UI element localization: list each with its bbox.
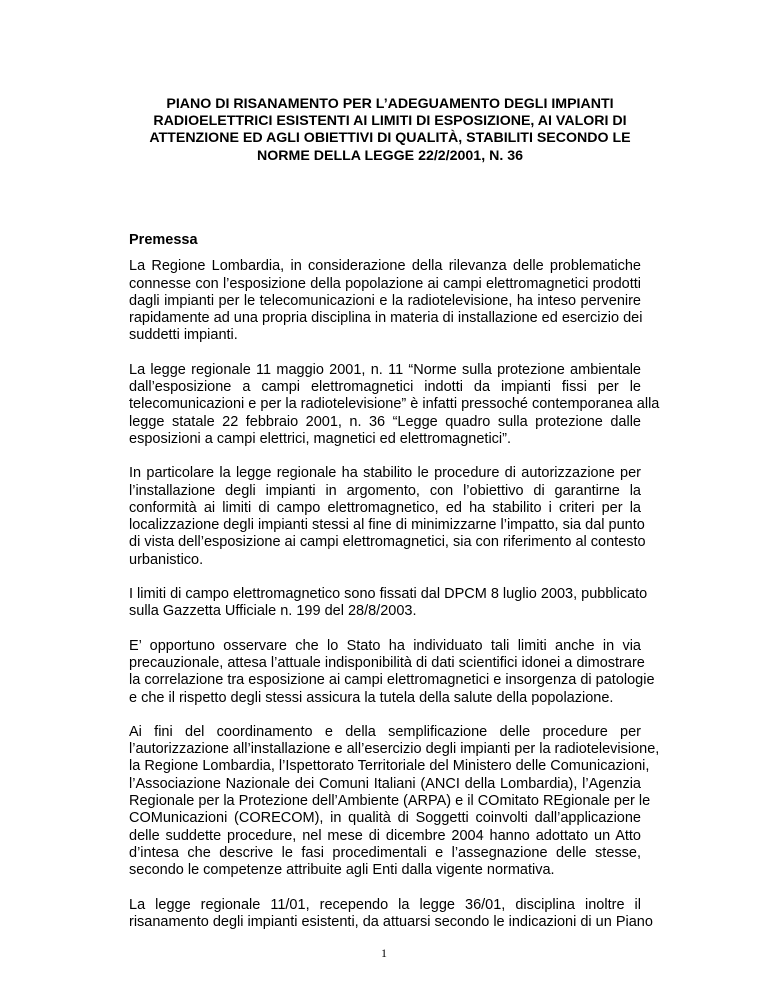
paragraph-6 (129, 723, 660, 880)
paragraph-5 (129, 637, 655, 707)
text-line: secondo le competenze attribuite agli Enti dalla vigente normativa. (129, 862, 555, 879)
text-line: COMunicazioni (CORECOM), in qualità di Soggetti coinvolti dall’applicazione (129, 810, 641, 827)
title-line: ATTENZIONE ED AGLI OBIETTIVI DI QUALITÀ, STABILITI SECONDO LE (149, 130, 631, 147)
text-line: localizzazione degli impianti stessi al fine di minimizzarne l’impatto, sia dal punto (129, 517, 645, 534)
text-line: urbanistico. (129, 551, 204, 568)
title-line: NORME DELLA LEGGE 22/2/2001, N. 36 (257, 147, 523, 164)
paragraph-1 (129, 258, 641, 344)
text-line: la Regione Lombardia, l’Ispettorato Territoriale del Ministero delle Comunicazioni, (129, 758, 650, 775)
title-line: RADIOELETTRICI ESISTENTI AI LIMITI DI ESPOSIZIONE, AI VALORI DI (153, 113, 627, 130)
text-line: legge statale 22 febbraio 2001, n. 36 “Legge quadro sulla protezione dalle (129, 413, 641, 430)
text-line: telecomunicazioni e per la radiotelevisione” è infatti pressoché contemporanea alla (129, 396, 660, 413)
text-line: Regionale per la Protezione dell’Ambiente (ARPA) e il COmitato REgionale per le (129, 793, 651, 810)
text-line: connesse con l’esposizione della popolazione ai campi elettromagnetici prodotti (129, 275, 641, 292)
text-line: risanamento degli impianti esistenti, da attuarsi secondo le indicazioni di un Piano (129, 913, 653, 930)
text-line: d’intesa che descrive le fasi procedimentali e l’assegnazione delle stesse, (129, 844, 641, 861)
paragraph-7 (129, 896, 653, 932)
text-line: l’Associazione Nazionale dei Comuni Italiani (ANCI della Lombardia), l’Agenzia (129, 775, 641, 792)
text-line: l’autorizzazione all’installazione e all’esercizio degli impianti per la radiotelevisione, (129, 741, 660, 758)
text-line: di vista dell’esposizione ai campi elettromagnetici, sia con riferimento al contesto (129, 534, 646, 551)
paragraph-3 (129, 465, 646, 569)
text-line: conformità ai limiti di campo elettromagnetico, ed ha stabilito i criteri per la (129, 499, 641, 516)
text-line: E’ opportuno osservare che lo Stato ha individuato tali limiti anche in via (129, 637, 641, 654)
text-line: l’installazione degli impianti in argomento, con l’obiettivo di garantirne la (129, 482, 641, 499)
text-line: I limiti di campo elettromagnetico sono fissati dal DPCM 8 luglio 2003, pubblicato (129, 586, 648, 603)
text-line: In particolare la legge regionale ha stabilito le procedure di autorizzazione per (129, 465, 641, 482)
text-line: La legge regionale 11 maggio 2001, n. 11 “Norme sulla protezione ambientale (129, 361, 641, 378)
text-line: e che il rispetto degli stessi assicura la tutela della salute della popolazione. (129, 689, 614, 706)
text-line: suddetti impianti. (129, 327, 238, 344)
page-number: 1 (381, 946, 387, 960)
text-line: delle suddette procedure, nel mese di dicembre 2004 hanno adottato un Atto (129, 827, 641, 844)
paragraph-4 (129, 586, 648, 621)
document-body (129, 232, 660, 948)
paragraph-2 (129, 361, 660, 448)
document-title (140, 96, 640, 165)
text-line: La legge regionale 11/01, recependo la legge 36/01, disciplina inoltre il (129, 896, 641, 913)
text-line: Ai fini del coordinamento e della semplificazione delle procedure per (129, 723, 641, 740)
text-line: dall’esposizione a campi elettromagnetici indotti da impianti fissi per le (129, 379, 641, 396)
text-line: precauzionale, attesa l’attuale indisponibilità di dati scientifici idonei a dimostrare (129, 654, 645, 671)
text-line: esposizioni a campi elettrici, magnetici ed elettromagnetici”. (129, 430, 512, 447)
text-line: rapidamente ad una propria disciplina in materia di installazione ed esercizio dei (129, 310, 643, 327)
section-heading: Premessa (129, 232, 198, 248)
text-line: sulla Gazzetta Ufficiale n. 199 del 28/8/2003. (129, 603, 417, 620)
text-line: dagli impianti per le telecomunicazioni e la radiotelevisione, ha inteso pervenire (129, 292, 641, 309)
title-line: PIANO DI RISANAMENTO PER L’ADEGUAMENTO DEGLI IMPIANTI (166, 96, 614, 112)
text-line: la correlazione tra esposizione ai campi elettromagnetici e insorgenza di patologie (129, 672, 655, 689)
text-line: La Regione Lombardia, in considerazione della rilevanza delle problematiche (129, 258, 641, 275)
